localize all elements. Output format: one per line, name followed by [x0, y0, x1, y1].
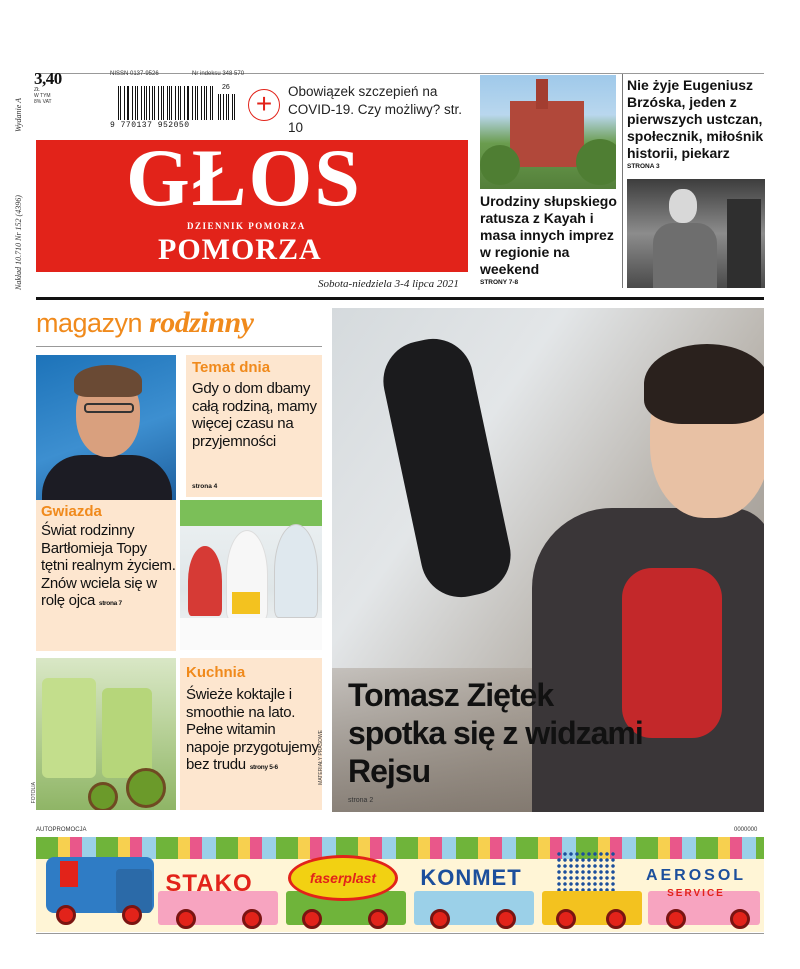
barcode-bar — [171, 86, 172, 120]
masthead-title: GŁOS — [126, 132, 362, 223]
wheel — [430, 909, 450, 929]
main-story-headline[interactable]: Tomasz Ziętek spotka się z widzami Rejsu — [348, 677, 643, 789]
plant — [180, 500, 322, 526]
barcode-bar — [212, 86, 213, 120]
barcode-bar — [184, 86, 185, 120]
section-kitchen-pages: strony 5-6 — [249, 764, 278, 771]
aerosol-name: AEROSOL — [645, 867, 747, 884]
section-topic-head: Temat dnia — [192, 359, 271, 376]
barcode-bar — [220, 94, 221, 120]
section-rule — [36, 297, 764, 300]
photo-person-head — [669, 189, 697, 223]
wheel — [368, 909, 388, 929]
edition-label: Wydanie A — [14, 98, 23, 132]
photo-person-body — [653, 223, 717, 288]
barcode-bar — [187, 86, 188, 120]
magazine-title — [36, 306, 253, 340]
wheel — [496, 909, 516, 929]
barcode-bar — [192, 86, 193, 120]
barcode-bar — [197, 86, 198, 120]
barcode-bar — [124, 86, 125, 120]
barcode-bar — [226, 94, 227, 120]
price-value: 3,40 — [34, 69, 62, 88]
man — [274, 524, 318, 618]
barcode-bar — [152, 86, 153, 120]
section-star-text[interactable] — [41, 522, 177, 613]
wheel — [56, 905, 76, 925]
story-townhall-headline[interactable]: Urodziny słupskiego ratusza z Kayah i masa innych imprez w regionie na weekend — [480, 193, 617, 277]
magazine-name: rodzinny — [149, 306, 254, 339]
index-label: Nr indeksu 348 570 — [192, 71, 245, 77]
tree — [480, 145, 520, 185]
family-photo[interactable] — [180, 500, 322, 650]
section-kitchen-text[interactable] — [186, 686, 322, 777]
barcode-bar — [118, 86, 119, 120]
barcode-bar — [154, 86, 155, 120]
covid-teaser[interactable]: Obowiązek szczepień na COVID-19. Czy możliwy? str. 10 — [288, 84, 463, 135]
child — [188, 546, 222, 616]
kiwi-slice — [88, 782, 118, 810]
column-divider — [622, 74, 623, 288]
magazine-rule — [36, 346, 322, 347]
wheel — [556, 909, 576, 929]
wheel — [666, 909, 686, 929]
barcode-bar — [195, 86, 196, 120]
photo-credit-kiwi: FOTOLIA — [31, 782, 37, 804]
section-topic-pages: strona 4 — [192, 483, 218, 490]
section-kitchen-head: Kuchnia — [186, 664, 246, 681]
barcode-bar — [178, 86, 179, 120]
wheel — [242, 909, 262, 929]
aerosol-logo — [636, 867, 756, 903]
bottom-rule — [36, 933, 764, 934]
barcode-bar — [218, 94, 219, 120]
barcode — [118, 86, 214, 120]
barcode-bar — [132, 86, 133, 120]
barcode-bar — [206, 86, 207, 120]
barcode-bar — [158, 86, 159, 120]
photo-person-body — [42, 455, 172, 500]
barcode-bar — [180, 86, 181, 120]
issn-label: NISSN 0137-9526 — [110, 71, 159, 77]
wheel — [606, 909, 626, 929]
actor-hair — [644, 344, 764, 424]
section-star-body: Świat rodzinny Bartłomieja Topy tętni realnym życiem. Znów wciela się w rolę ojca — [41, 522, 176, 609]
barcode-bar — [232, 94, 233, 120]
price-currency: ZŁ — [34, 87, 40, 93]
barcode-bar — [201, 86, 202, 120]
price-block — [34, 70, 74, 105]
barcode-bar — [128, 86, 129, 120]
masthead-subtitle: DZIENNIK POMORZA — [187, 221, 306, 231]
barcode-bar — [146, 86, 147, 120]
konmet-logo: KONMET — [420, 865, 522, 890]
promo-banner[interactable] — [36, 837, 764, 932]
ad-code: 0000000 — [734, 827, 758, 833]
leaves-border — [36, 837, 764, 859]
barcode-bar — [135, 86, 136, 120]
section-kitchen-body: Świeże koktajle i smoothie na lato. Pełne witamin napoje przygotujemy bez trudu — [186, 686, 319, 773]
wheel — [176, 909, 196, 929]
townhall-building — [510, 101, 584, 167]
obituary-photo[interactable] — [627, 179, 765, 288]
section-star-head: Gwiazda — [41, 503, 102, 520]
glasses — [84, 403, 134, 413]
pixel-logo-icon — [556, 851, 616, 891]
barcode-bar — [167, 86, 168, 120]
circulation-label: Nakład 10.710 Nr 152 (4396) — [14, 195, 23, 290]
smoothie-glass — [42, 678, 96, 778]
barcode-bar — [144, 86, 145, 120]
barcode-bar — [204, 86, 205, 120]
price-vat: W TYM — [34, 93, 51, 99]
section-star-pages: strona 7 — [98, 600, 122, 607]
toy-blocks — [232, 592, 260, 614]
barcode-bar — [161, 86, 162, 120]
chimney — [60, 861, 78, 887]
aerosol-sub: SERVICE — [667, 888, 725, 899]
barcode-bar — [210, 86, 211, 120]
main-story-pages: strona 2 — [348, 797, 374, 804]
barcode-bar — [163, 86, 164, 120]
barcode-bar — [149, 86, 150, 120]
issue-barcode — [218, 94, 236, 120]
townhall-tower — [536, 79, 548, 109]
barcode-bar — [234, 94, 235, 120]
story-obituary-pages: STRONA 3 — [627, 163, 660, 170]
masthead-title-2: POMORZA — [158, 233, 322, 266]
story-townhall-pages: STRONY 7-8 — [480, 279, 519, 286]
barcode-bar — [228, 94, 229, 120]
faserplast-logo: faserplast — [288, 855, 398, 901]
price-vat-rate: 8% VAT — [34, 99, 52, 105]
barcode-bar — [223, 94, 224, 120]
photo-background — [727, 199, 761, 288]
barcode-bar — [120, 86, 121, 120]
plus-icon: + — [248, 89, 280, 121]
magazine-prefix: magazyn — [36, 308, 143, 338]
smoothie-photo[interactable] — [36, 658, 176, 810]
barcode-bar — [141, 86, 142, 120]
barcode-digits: 9 770137 952050 — [110, 121, 190, 130]
barcode-bar — [137, 86, 138, 120]
photo-person-hair — [74, 365, 142, 397]
barcode-bar — [188, 86, 189, 120]
wheel — [122, 905, 142, 925]
story-obituary-headline[interactable]: Nie żyje Eugeniusz Brzóska, jeden z pierwszych ustczan, społecznik, miłośnik historii, piekarz — [627, 77, 764, 161]
table — [180, 618, 322, 650]
stako-logo: STAKO — [165, 870, 253, 897]
wheel — [730, 909, 750, 929]
barcode-bar — [169, 86, 170, 120]
ad-label: AUTOPROMOCJA — [36, 827, 87, 833]
barcode-bar — [175, 86, 176, 120]
tree — [576, 139, 616, 185]
section-topic-text[interactable]: Gdy o dom dbamy całą rodziną, mamy więcej czasu na przyjemności — [192, 380, 317, 450]
smoothie-glass — [102, 688, 152, 778]
kiwi-slice — [126, 768, 166, 808]
wheel — [302, 909, 322, 929]
issue-code: 26 — [222, 84, 230, 91]
actor-arm — [376, 331, 518, 604]
townhall-photo[interactable] — [480, 75, 616, 189]
actor-photo[interactable] — [36, 355, 176, 500]
barcode-bar — [127, 86, 128, 120]
photo-credit-main: MATERIAŁY PRASOWE — [318, 730, 324, 785]
issue-date: Sobota-niedziela 3-4 lipca 2021 — [318, 278, 459, 290]
